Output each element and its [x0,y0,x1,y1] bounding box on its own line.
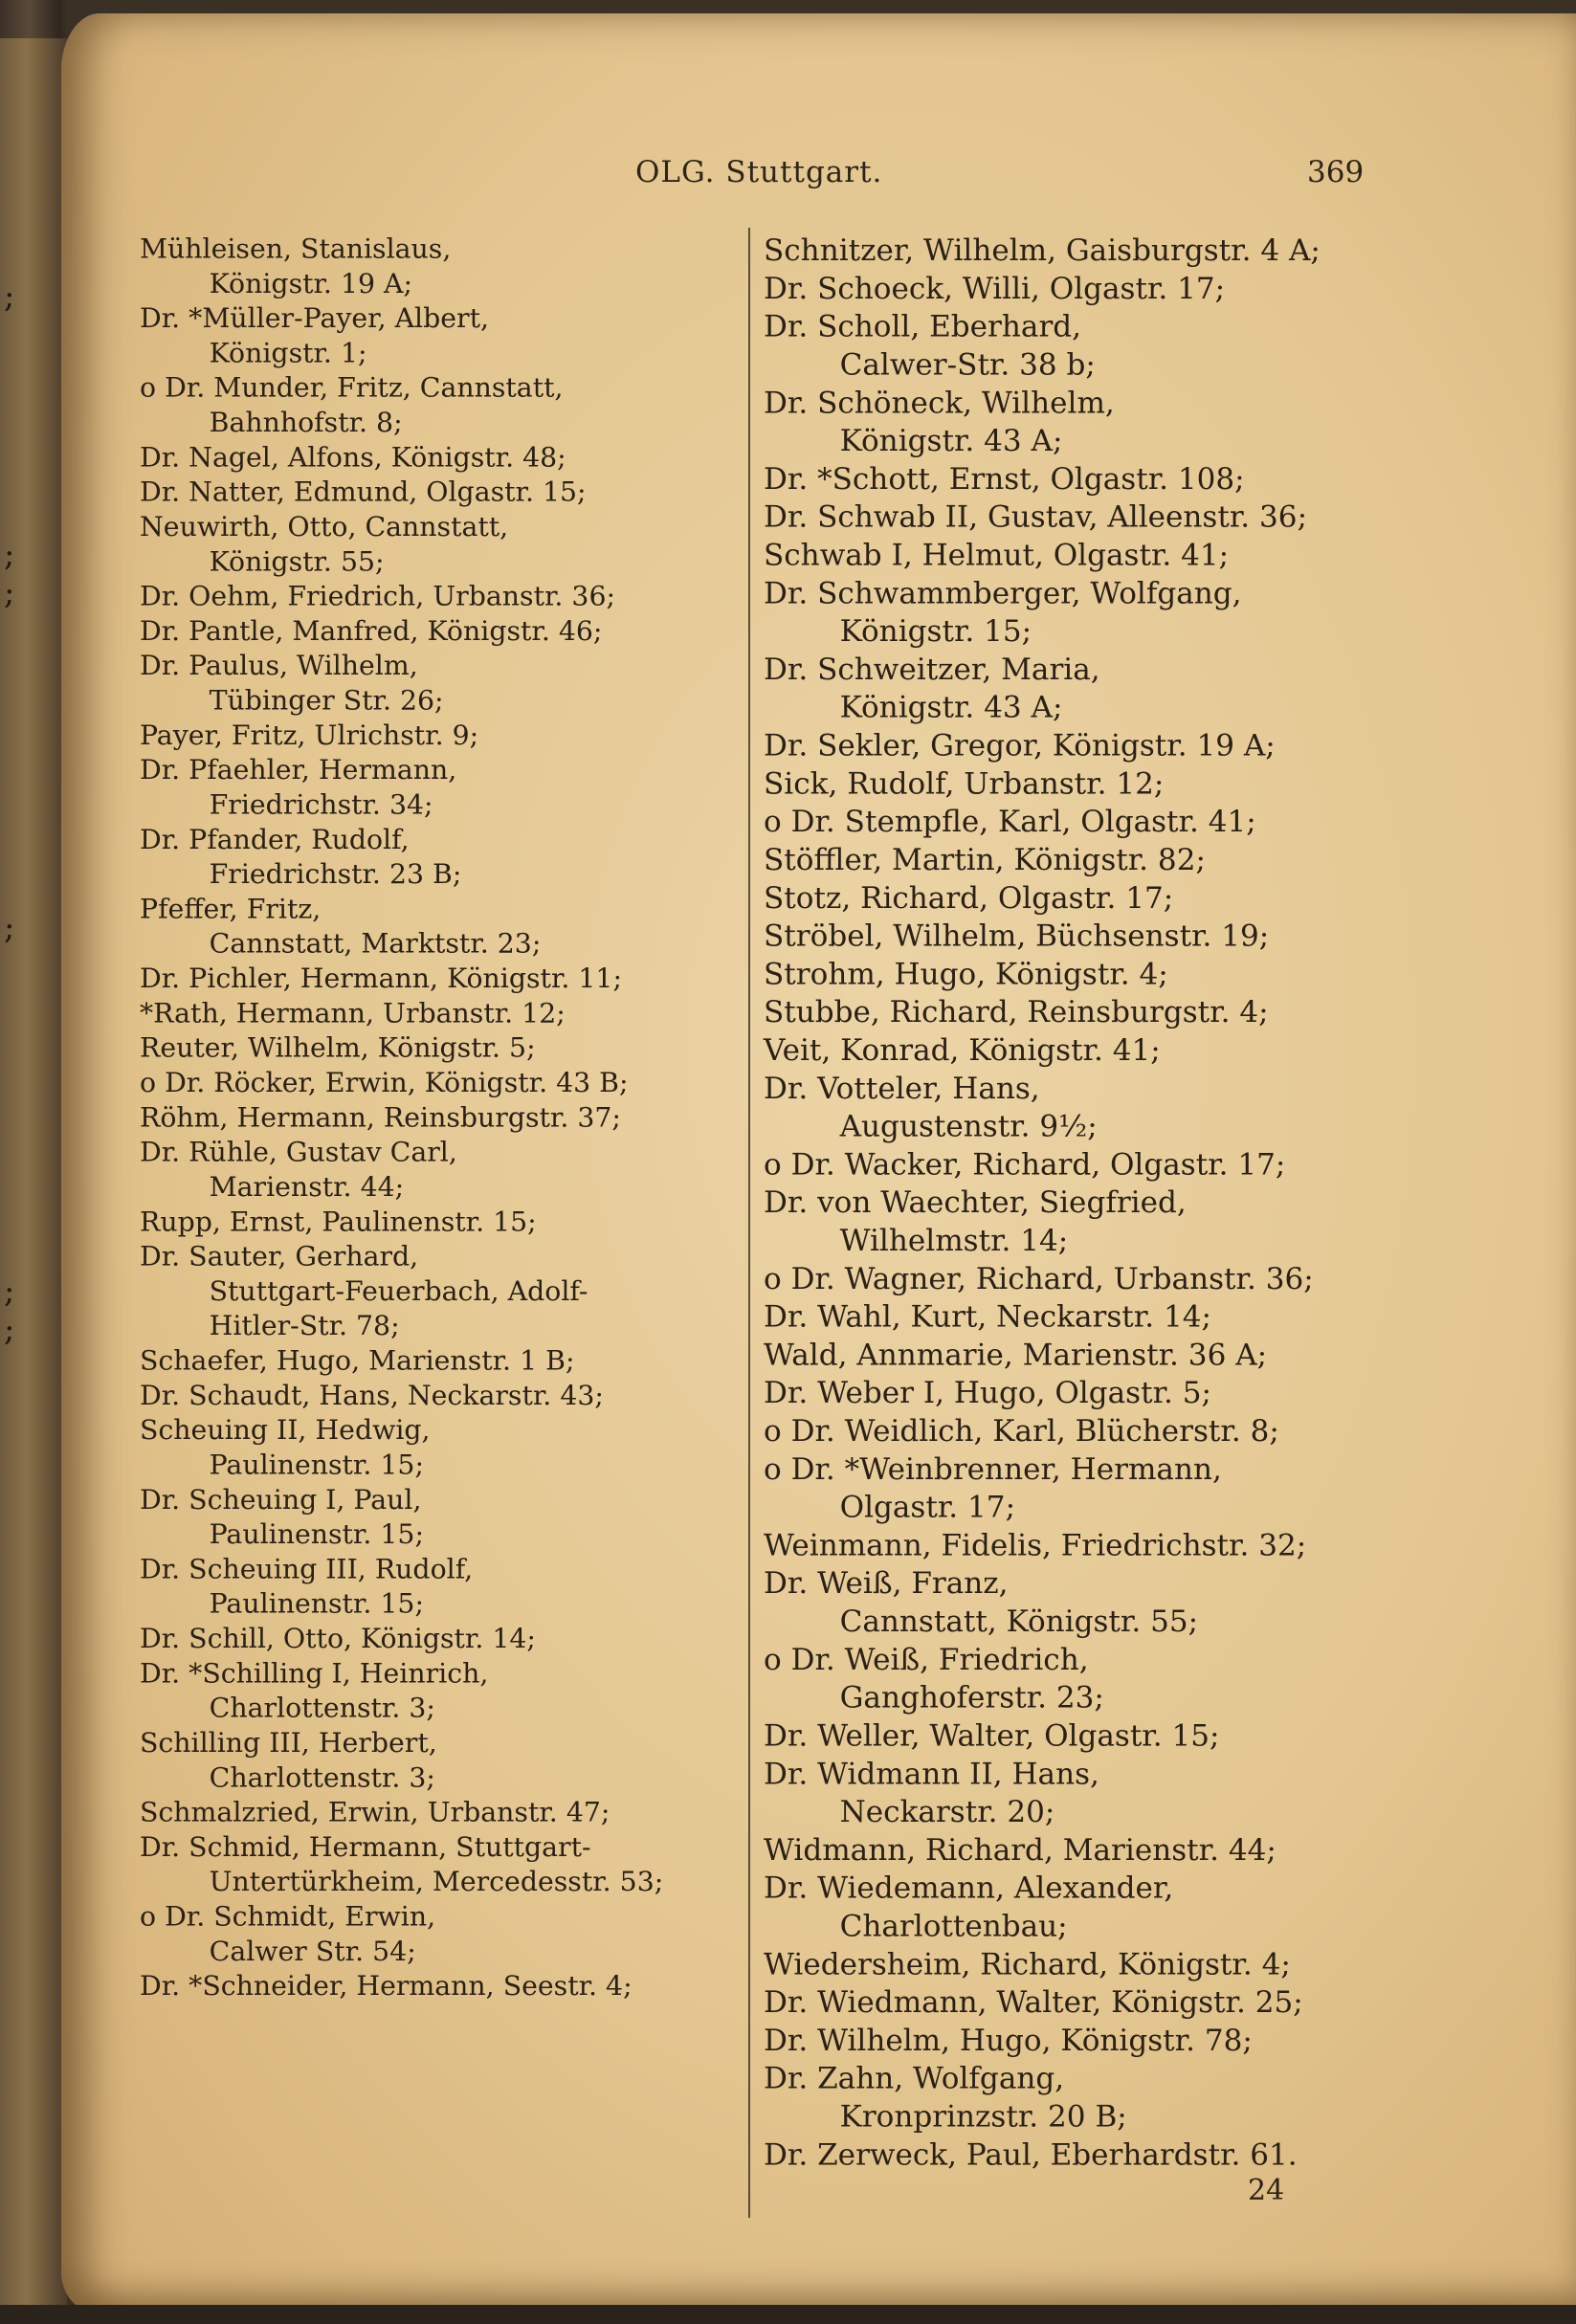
entry-name-line: o Dr. Wacker, Richard, Olgastr. 17; [764,1146,1286,1183]
directory-entry [764,1298,1451,1337]
entry-name-line: Schaefer, Hugo, Marienstr. 1 B; [140,1343,575,1377]
directory-entry [764,1945,1451,1983]
directory-entry [764,1031,1451,1070]
entry-name-line: Dr. Natter, Edmund, Olgastr. 15; [140,476,587,508]
entry-name-line: Dr. Weiß, Franz, [764,1565,1009,1601]
directory-entry [764,917,1451,955]
entry-name-line: Dr. Schaudt, Hans, Neckarstr. 43; [140,1379,604,1411]
entry-name-line: Dr. Wiedemann, Alexander, [764,1870,1174,1906]
entry-name-line: Veit, Konrad, Königstr. 41; [764,1031,1161,1068]
directory-entry [140,232,733,301]
margin-mark: ; [4,1273,15,1311]
entry-address-line: Königstr. 55; [209,544,385,578]
directory-entry [764,1336,1451,1374]
directory-entry [140,1066,733,1100]
entry-name-line: Stubbe, Richard, Reinsburgstr. 4; [764,994,1269,1029]
entry-name-line: Schilling III, Herbert, [140,1726,437,1760]
directory-entry [764,574,1451,651]
directory-entry [764,2060,1451,2136]
entry-name-line: Widmann, Richard, Marienstr. 44; [764,1831,1276,1868]
entry-name-line: Dr. *Schilling I, Heinrich, [140,1656,489,1690]
entry-name-line: Dr. Votteler, Hans, [764,1070,1040,1106]
directory-entry [764,498,1451,537]
directory-entry [764,955,1451,993]
margin-mark: ; [4,1311,15,1349]
entry-address-line: Charlottenbau; [839,1908,1068,1944]
entry-name-line: Dr. Scholl, Eberhard, [764,308,1082,344]
directory-entry [140,1969,733,2003]
entry-name-line: Dr. Weller, Walter, Olgastr. 15; [764,1717,1220,1754]
directory-entry [764,1831,1451,1870]
left-column [140,232,733,2003]
entry-name-line: Mühleisen, Stanislaus, [140,232,452,265]
entry-name-line: Wiedersheim, Richard, Königstr. 4; [764,1946,1291,1982]
entry-name-line: Dr. Paulus, Wilhelm, [140,649,418,682]
directory-entry [764,384,1451,460]
directory-entry [764,841,1451,879]
directory-entry [764,1260,1451,1298]
entry-name-line: Schwab I, Helmut, Olgastr. 41; [764,537,1230,573]
column-rule [748,228,750,2218]
entry-name-line: Dr. Wilhelm, Hugo, Königstr. 78; [764,2022,1253,2058]
directory-entry [764,1374,1451,1412]
directory-entry [140,1100,733,1135]
directory-entry [764,1450,1451,1527]
running-title: OLG. Stuttgart. [635,155,883,189]
entry-name-line: Weinmann, Fidelis, Friedrichstr. 32; [764,1527,1307,1563]
entry-name-line: Dr. Sauter, Gerhard, [140,1240,419,1273]
entry-name-line: o Dr. Munder, Fritz, Cannstatt, [140,371,564,404]
directory-entry [764,1526,1451,1564]
previous-page-edge [0,38,67,2315]
entry-address-line: Marienstr. 44; [209,1170,405,1204]
directory-entry [764,879,1451,918]
directory-entry [140,1135,733,1205]
entry-name-line: Dr. Schweitzer, Maria, [764,651,1100,687]
entry-name-line: Dr. Schmid, Hermann, Stuttgart- [140,1830,591,1863]
entry-name-line: Payer, Fritz, Ulrichstr. 9; [140,719,479,751]
entry-address-line: Bahnhofstr. 8; [209,406,403,439]
entry-name-line: Scheuing II, Hedwig, [140,1413,431,1447]
directory-entry [764,1070,1451,1146]
directory-entry [764,803,1451,841]
directory-entry [140,1205,733,1239]
entry-address-line: Neckarstr. 20; [839,1793,1055,1829]
directory-entry [140,718,733,752]
right-column [764,232,1451,2174]
directory-entry [764,651,1451,727]
directory-entry [140,1030,733,1065]
directory-entry [764,764,1451,803]
entry-name-line: o Dr. Röcker, Erwin, Königstr. 43 B; [140,1066,629,1099]
entry-name-line: Dr. Pfander, Rudolf, [140,823,410,855]
directory-entry [764,1716,1451,1755]
directory-entry [764,2136,1451,2174]
entry-name-line: Dr. Widmann II, Hans, [764,1756,1099,1792]
entry-address-line: Paulinenstr. 15; [209,1587,424,1620]
directory-entry [764,1641,1451,1717]
entry-address-line: Untertürkheim, Mercedesstr. 53; [209,1865,664,1898]
entry-address-line: Calwer Str. 54; [209,1935,416,1967]
entry-name-line: Dr. Sekler, Gregor, Königstr. 19 A; [764,727,1276,764]
directory-entry [140,822,733,892]
directory-entry [140,510,733,580]
entry-name-line: Dr. Zerweck, Paul, Eberhardstr. 61. [764,2136,1298,2173]
directory-entry [140,1482,733,1552]
entry-name-line: Dr. *Schott, Ernst, Olgastr. 108; [764,460,1245,497]
directory-entry [140,1726,733,1796]
entry-address-line: Königstr. 19 A; [209,267,413,299]
entry-name-line: Stöffler, Martin, Königstr. 82; [764,841,1206,877]
entry-name-line: Dr. Scheuing I, Paul, [140,1483,422,1516]
entry-name-line: Schmalzried, Erwin, Urbanstr. 47; [140,1796,610,1828]
entry-name-line: Sick, Rudolf, Urbanstr. 12; [764,765,1165,802]
entry-name-line: Dr. Oehm, Friedrich, Urbanstr. 36; [140,580,616,612]
directory-entry [140,996,733,1030]
entry-address-line: Augustenstr. 9½; [839,1108,1098,1144]
directory-entry [764,2022,1451,2060]
entry-name-line: Ströbel, Wilhelm, Büchsenstr. 19; [764,918,1270,954]
directory-entry [764,1564,1451,1641]
entry-address-line: Friedrichstr. 23 B; [209,857,462,891]
directory-entry [764,1755,1451,1831]
directory-entry [140,579,733,613]
entry-name-line: Dr. Rühle, Gustav Carl, [140,1136,457,1168]
directory-entry [764,270,1451,308]
directory-entry [140,1899,733,1969]
entry-address-line: Wilhelmstr. 14; [839,1222,1069,1258]
directory-entry [140,1378,733,1412]
directory-entry [764,1983,1451,2022]
entry-address-line: Friedrichstr. 34; [209,787,433,821]
entry-name-line: o Dr. Weiß, Friedrich, [764,1641,1089,1677]
entry-name-line: o Dr. Stempfle, Karl, Olgastr. 41; [764,804,1256,839]
directory-entry [140,370,733,440]
directory-entry [764,308,1451,385]
entry-address-line: Stuttgart-Feuerbach, Adolf- [209,1274,588,1307]
directory-entry [140,1413,733,1483]
entry-name-line: Dr. Nagel, Alfons, Königstr. 48; [140,440,566,474]
directory-entry [140,962,733,996]
directory-entry [140,1829,733,1899]
directory-entry [140,1239,733,1343]
entry-name-line: Neuwirth, Otto, Cannstatt, [140,510,509,543]
entry-name-line: Dr. Weber I, Hugo, Olgastr. 5; [764,1375,1211,1410]
directory-entry [140,1795,733,1829]
entry-address-line: Kronprinzstr. 20 B; [839,2098,1127,2135]
entry-address-line: Ganghoferstr. 23; [839,1679,1104,1715]
entry-name-line: *Rath, Hermann, Urbanstr. 12; [140,996,566,1029]
directory-entry [764,1412,1451,1450]
entry-name-line: Dr. von Waechter, Siegfried, [764,1184,1187,1220]
directory-entry [140,440,733,475]
entry-name-line: Dr. Schwammberger, Wolfgang, [764,575,1242,611]
entry-name-line: Strohm, Hugo, Königstr. 4; [764,956,1168,992]
entry-address-line: Olgastr. 17; [839,1489,1016,1525]
margin-mark: ; [4,574,15,612]
directory-entry [764,536,1451,574]
directory-entry [140,1343,733,1378]
directory-entry [764,1184,1451,1260]
directory-entry [140,1552,733,1622]
entry-name-line: Dr. Scheuing III, Rudolf, [140,1552,474,1585]
entry-name-line: Reuter, Wilhelm, Königstr. 5; [140,1031,536,1064]
entry-address-line: Paulinenstr. 15; [209,1517,424,1551]
directory-entry [764,993,1451,1031]
entry-name-line: Dr. Schill, Otto, Königstr. 14; [140,1622,536,1655]
entry-address-line: Charlottenstr. 3; [209,1760,435,1794]
entry-name-line: Dr. Schwab II, Gustav, Alleenstr. 36; [764,498,1308,535]
entry-name-line: o Dr. *Weinbrenner, Hermann, [764,1450,1222,1487]
entry-name-line: Dr. Pantle, Manfred, Königstr. 46; [140,614,603,647]
signature-mark: 24 [1248,2174,1285,2207]
directory-entry [764,1870,1451,1946]
directory-entry [140,753,733,823]
entry-address-line: Tübinger Str. 26; [209,683,444,717]
entry-name-line: Dr. Wiedmann, Walter, Königstr. 25; [764,1983,1303,2020]
bottom-edge [0,2305,1576,2324]
margin-mark: ; [4,536,15,574]
directory-entry [764,726,1451,764]
entry-name-line: Röhm, Hermann, Reinsburgstr. 37; [140,1100,621,1134]
entry-address-line: Hitler-Str. 78; [209,1309,400,1342]
entry-name-line: Dr. Wahl, Kurt, Neckarstr. 14; [764,1298,1211,1335]
directory-entry [140,475,733,509]
entry-name-line: Dr. Pichler, Hermann, Königstr. 11; [140,962,623,995]
entry-name-line: Schnitzer, Wilhelm, Gaisburgstr. 4 A; [764,232,1321,268]
directory-entry [140,1622,733,1656]
entry-name-line: Dr. Schöneck, Wilhelm, [764,385,1115,421]
directory-entry [140,301,733,371]
directory-entry [140,613,733,648]
page-number: 369 [1307,155,1365,189]
entry-name-line: o Dr. Wagner, Richard, Urbanstr. 36; [764,1260,1314,1296]
entry-name-line: Dr. Zahn, Wolfgang, [764,2060,1065,2096]
directory-entry [140,892,733,962]
margin-mark: ; [4,909,15,947]
book-page [61,13,1576,2310]
directory-entry [764,460,1451,498]
entry-name-line: Dr. *Müller-Payer, Albert, [140,301,489,335]
entry-address-line: Cannstatt, Marktstr. 23; [209,927,542,960]
entry-address-line: Paulinenstr. 15; [209,1448,424,1481]
entry-name-line: Dr. Schoeck, Willi, Olgastr. 17; [764,270,1226,306]
entry-address-line: Cannstatt, Königstr. 55; [839,1603,1199,1639]
entry-name-line: Dr. Pfaehler, Hermann, [140,753,457,786]
directory-entry [140,649,733,719]
entry-name-line: Stotz, Richard, Olgastr. 17; [764,879,1174,916]
entry-name-line: Wald, Annmarie, Marienstr. 36 A; [764,1337,1268,1373]
entry-name-line: Pfeffer, Fritz, [140,892,322,925]
entry-address-line: Königstr. 15; [839,613,1032,649]
entry-name-line: Rupp, Ernst, Paulinenstr. 15; [140,1205,537,1238]
entry-name-line: o Dr. Schmidt, Erwin, [140,1899,436,1933]
entry-name-line: o Dr. Weidlich, Karl, Blücherstr. 8; [764,1412,1279,1449]
entry-address-line: Königstr. 1; [209,336,367,369]
entry-address-line: Calwer-Str. 38 b; [839,346,1096,383]
margin-mark: ; [4,277,15,316]
entry-address-line: Königstr. 43 A; [839,689,1063,725]
entry-address-line: Charlottenstr. 3; [209,1692,435,1724]
directory-entry [764,232,1451,270]
entry-address-line: Königstr. 43 A; [839,422,1063,458]
directory-entry [764,1145,1451,1184]
entry-name-line: Dr. *Schneider, Hermann, Seestr. 4; [140,1969,633,2003]
directory-entry [140,1656,733,1726]
